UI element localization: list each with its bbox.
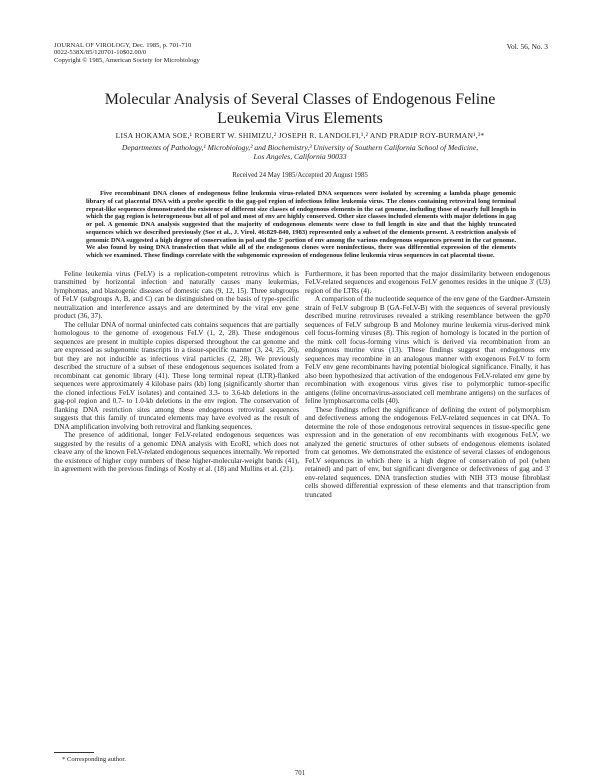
volume-issue: Vol. 56, No. 3 [506,42,548,51]
body-paragraph: Furthermore, it has been reported that the major dissimilarity between endogenous FeLV-related sequences and exogenous FeLV genomes resides in the unique 3' (U3) region of the LTRs (4). [305,270,550,295]
affiliation-line-1: Departments of Pathology,¹ Microbiology,² and Biochemistry,³ University of Southern California School of Medicine, [121,143,479,152]
affiliation-line-2: Los Angeles, California 90033 [253,152,347,162]
author-list: LISA HOKAMA SOE,¹ ROBERT W. SHIMIZU,² JOSEPH R. LANDOLFI,¹,² AND PRADIP ROY-BURMAN¹,³* [115,131,485,140]
journal-code: 0022-538X/85/120701-10$02.00/0 [54,49,147,57]
body-paragraph: These findings reflect the significance of defining the extent of polymorphism and defectiveness among the endogenous FeLV-related sequences in cat DNA. To determine the role of those endogenous retroviral sequences in tissue-specific gene expression and in the generation of env recombinants with exogenous FeLV, we analyzed the genetic structures of other subsets of endogenous elements isolated from cat genomes. We demonstrated the existence of several classes of endogenous FeLV sequences in which there is a high degree of conservation of pol (when retained) and part of env, but significant divergence or defectiveness of gag and 3' env-related sequences. DNA transfection studies with NIH 3T3 mouse fibroblast cells showed differential expression of these elements and that transcription from truncated [305,405,550,499]
journal-header [54,42,354,64]
footnote-rule [54,752,94,753]
received-dates: Received 24 May 1985/Accepted 20 August 1985 [232,172,368,179]
title-line-1: Molecular Analysis of Several Classes of Endogenous Feline [104,91,496,108]
body-paragraph: Feline leukemia virus (FeLV) is a replication-competent retrovirus which is transmitted by horizontal infection and naturally causes many leukemias, lymphomas, and blastogenic diseases of domestic cats (9, 12, 15). Three subgroups of FeLV (subgroups A, B, and C) can be distinguished on the basis of type-specific neutralization and interference assays and are determined by the viral env gene product (36, 37). [54,270,299,321]
abstract-text: Five recombinant DNA clones of endogenous feline leukemia virus-related DNA sequences were isolated by screening a lambda phage genomic library of cat placental DNA with a probe specific to the gag-pol region of infectious feline leukemia virus. The clones containing retroviral long terminal repeat-like sequences demonstrated the existence of different size classes of endogenous elements in the cat genome, including those of nearly full length in which the gag region is heterogeneous but all of pol and most of env are highly conserved. Other size classes included elements with major deletions in gag or pol. A genomic DNA analysis suggested that the majority of endogenous elements were close to full length in size and that the highly truncated sequences which we described previously (Soe et al., J. Virol. 46:829-840, 1983) represented only a subset of the elements present. A restriction analysis of genomic DNA suggested a high degree of conservation in pol and the 5' portion of env among the various endogenous sequences present in the cat genome. We also found by using DNA transfection that while all of the endogenous clones were noninfectious, there was differential expression of the elements which we examined. These findings correlate with the subgenomic expression of endogenous feline leukemia virus sequences in cat placental tissue. [86,190,516,260]
body-paragraph: The presence of additional, longer FeLV-related endogenous sequences was suggested by the results of a genomic DNA analysis with EcoRI, which does not cleave any of the known FeLV-related endogenous sequences internally. We reported the existence of higher copy numbers of these higher-molecular-weight bands (41), in agreement with the previous findings of Koshy et al. (18) and Mullins et al. (21). [54,431,299,474]
affiliations [40,143,560,161]
body-column-left [54,270,299,474]
abstract [86,190,516,260]
body-paragraph: The cellular DNA of normal uninfected cats contains sequences that are partially homologous to the genome of exogenous FeLV (1, 2, 28). These endogenous sequences are present in multiple copies dispersed throughout the cat genome and are expressed as subgenomic transcripts in a tissue-specific manner (3, 24, 25, 26), but they are not inducible as infectious viral particles (2, 28). We previously described the structure of a subset of these endogenous sequences isolated from a recombinant cat genomic library (41). These long terminal repeat (LTR)-flanked sequences were approximately 4 kilobase pairs (kb) long (significantly shorter than the cloned infectious FeLV isolates) and contained 3.3- to 3.6-kb deletions in the gag-pol region and 0.7- to 1.0-kb deletions in the env region. The conservation of flanking DNA restriction sites among these endogenous retroviral sequences suggests that this family of truncated elements may have evolved as the result of DNA amplification involving both retroviral and flanking sequences. [54,320,299,431]
copyright-line: Copyright © 1985, American Society for Microbiology [54,56,200,64]
article-title [40,90,560,128]
body-paragraph: A comparison of the nucleotide sequence of the env gene of the Gardner-Arnstein strain of FeLV subgroup B (GA-FeLV-B) with the sequences of several previously described murine retroviruses revealed a striking resemblance between the gp70 sequences of FeLV subgroup B and Moloney murine leukemia virus-derived mink cell focus-forming viruses (8). This region of homology is located in the portion of the mink cell focus-forming virus which is derived via recombination from an endogenous murine virus (13). These findings suggest that endogenous env sequences may recombine in an analogous manner with exogenous FeLV to form FeLV env gene recombinants having potential biological significance. Finally, it has also been hypothesized that activation of the endogenous FeLV-related env gene by recombination with exogenous virus gives rise to polymorphic tumor-specific antigens (feline oncornavirus-associated cell membrane antigens) on the surfaces of feline lymphosarcoma cells (40). [305,295,550,406]
footnote-corresponding-author: * Corresponding author. [62,756,126,763]
title-line-2: Leukemia Virus Elements [217,110,383,127]
body-column-right [305,270,550,499]
page-number: 701 [294,770,306,777]
journal-citation: JOURNAL OF VIROLOGY, Dec. 1985, p. 701-710 [54,42,192,49]
